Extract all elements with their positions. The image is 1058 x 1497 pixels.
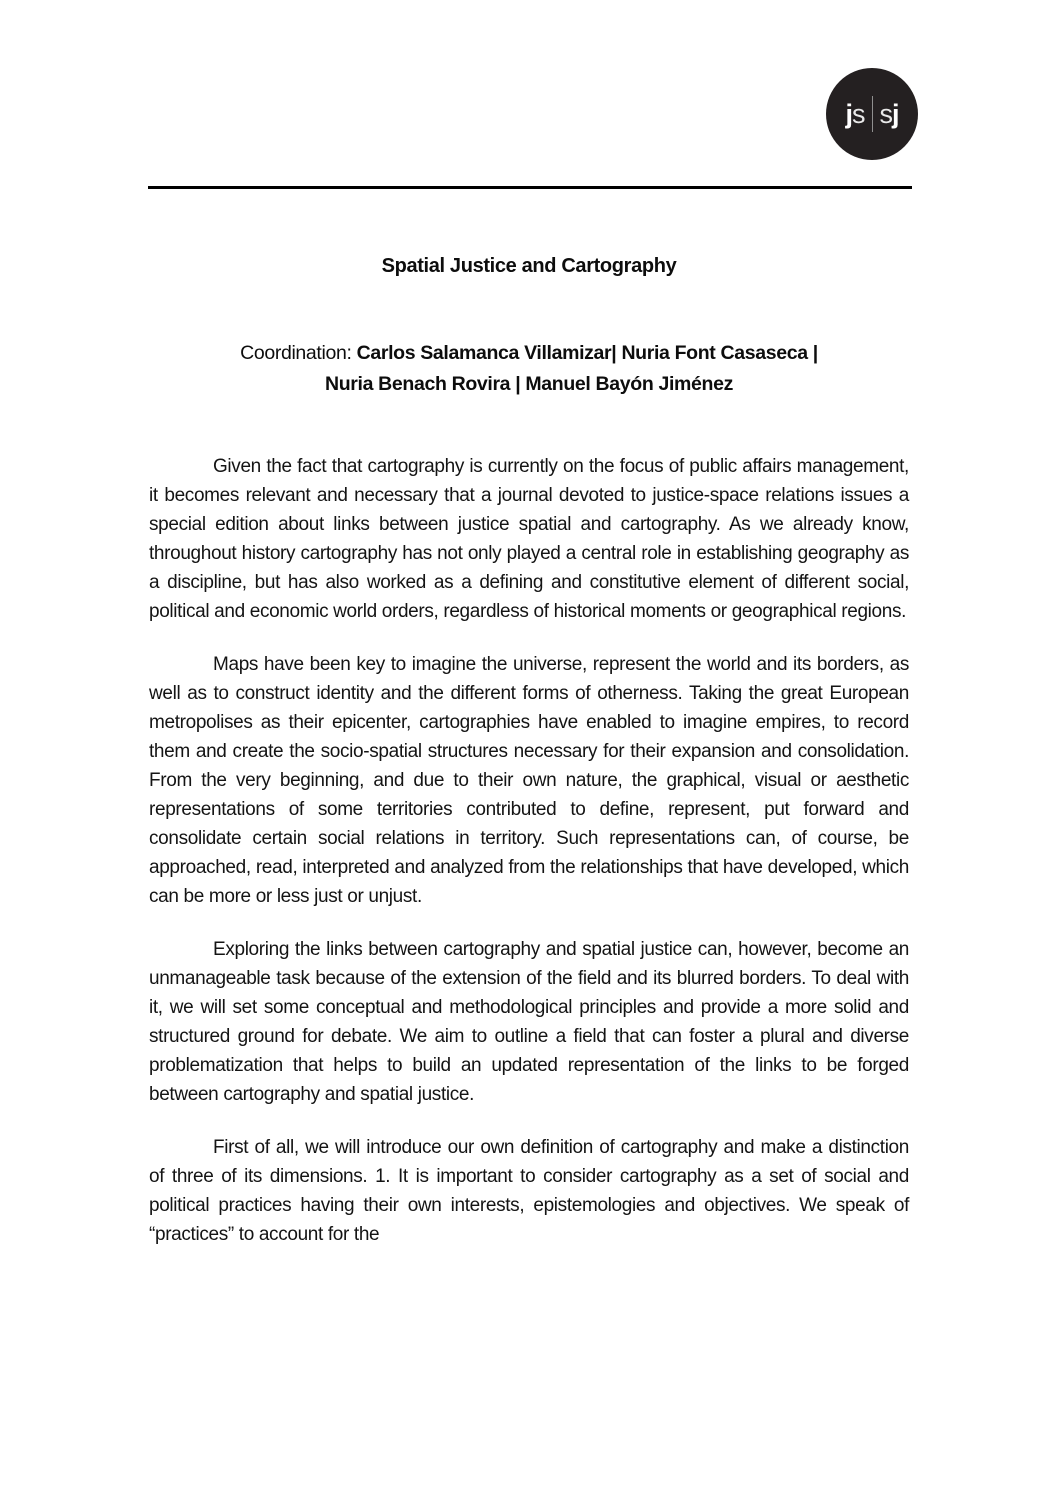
logo-letters-right [879,98,899,129]
logo-letter-s-left: s [852,98,865,129]
header-rule [148,186,912,189]
paragraph-1: Given the fact that cartography is currently on the focus of public affairs management, it becomes relevant and necessary that a journal devoted to justice-space relations issues a special edition about links between justice spatial and cartography. As we already know, throughout history cartography has not only played a central role in establishing geography as a discipline, but has also worked as a defining and constitutive element of different social, political and economic world orders, regardless of historical moments or geographical regions. [149,456,909,622]
paragraph-2: Maps have been key to imagine the universe, represent the world and its borders, as well as to construct identity and the different forms of otherness. Taking the great European metropolises as their epicenter, cartographies have enabled to imagine empires, to record them and create the socio-spatial structures necessary for their expansion and consolidation. From the very beginning, and due to their own nature, the graphical, visual or aesthetic representations of some territories contributed to define, represent, put forward and consolidate certain social relations in territory. Such representations can, of course, be approached, read, interpreted and analyzed from the relationships that have developed, which can be more or less just or unjust. [149,654,909,907]
logo-letter-j-left: j [845,98,852,129]
coordination-names-line2: Nuria Benach Rovira | Manuel Bayón Jiménez [325,373,733,395]
paragraph-3: Exploring the links between cartography and spatial justice can, however, become an unmanageable task because of the extension of the field and its blurred borders. To deal with it, we will set some conceptual and methodological principles and provide a more solid and structured ground for debate. We aim to outline a field that can foster a plural and diverse problematization that helps to build an updated representation of the links to be forged between cartography and spatial justice. [149,939,909,1105]
paragraph-4: First of all, we will introduce our own definition of cartography and make a distinction of three of its dimensions. 1. It is important to consider cartography as a set of social and political practices having their own interests, epistemologies and objectives. We speak of “practices” to account for the [149,1137,909,1245]
page-title: Spatial Justice and Cartography [381,255,677,277]
logo-divider [872,96,873,132]
logo-letters-left [845,98,865,129]
journal-logo-icon [826,68,918,160]
coordination-line [149,338,909,400]
coordination-names-line1: Carlos Salamanca Villamizar| Nuria Font Casaseca | [356,342,818,364]
logo-letter-s-right: s [879,98,892,129]
logo-letter-j-right: j [892,98,899,129]
article-content [149,254,909,1249]
coordination-label: Coordination: [240,342,357,364]
article-body [149,452,909,1249]
